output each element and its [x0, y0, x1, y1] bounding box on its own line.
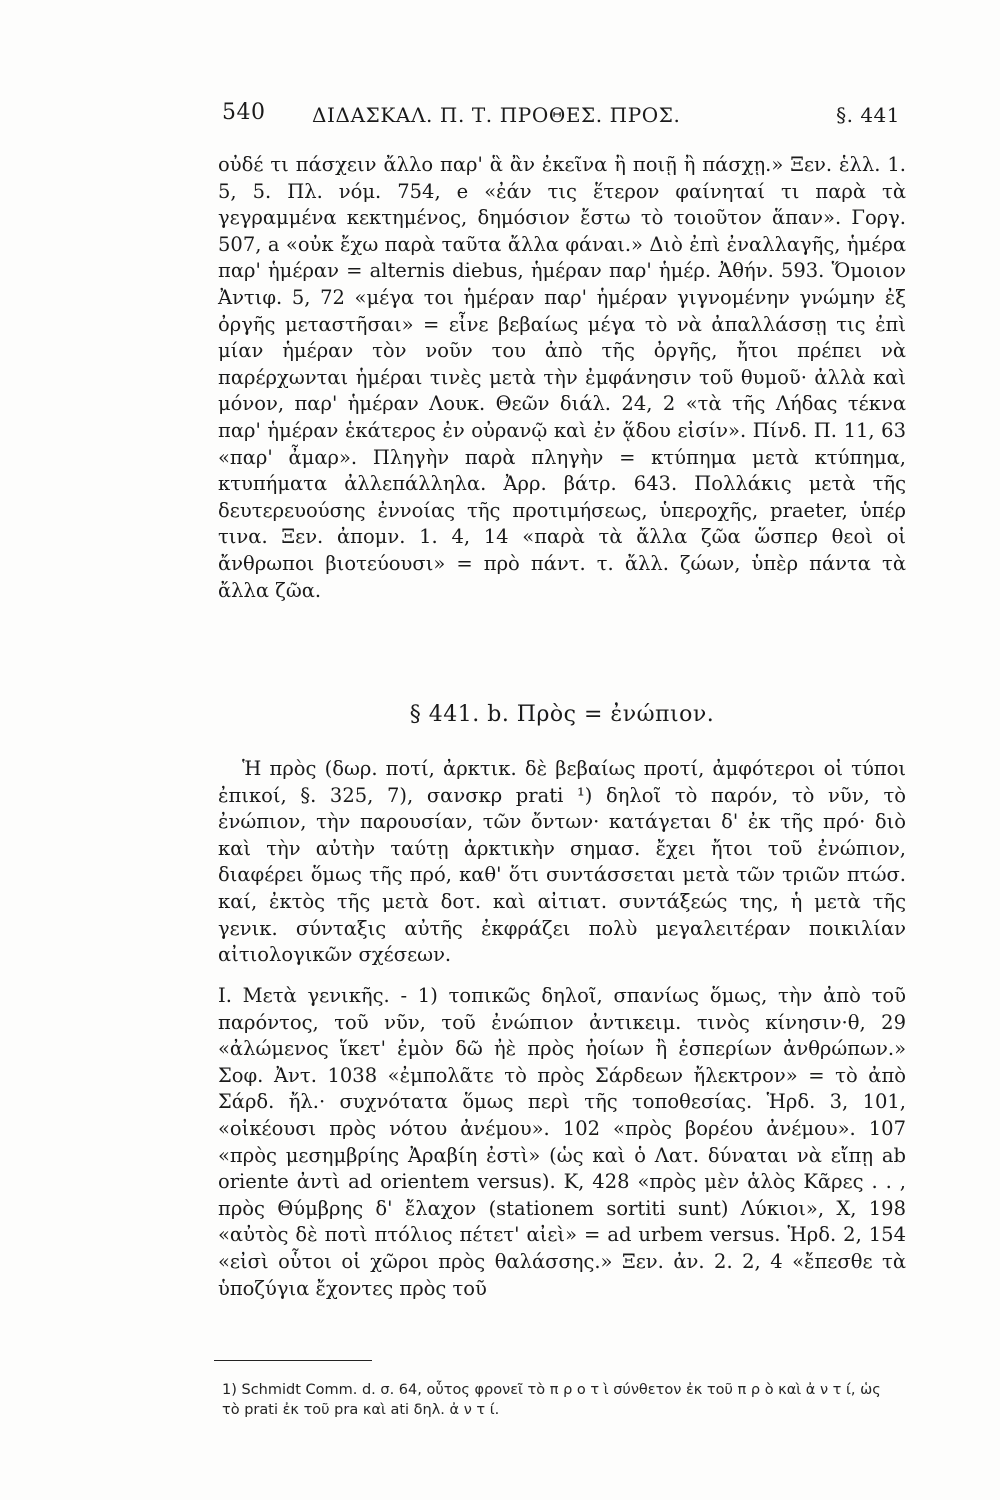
intro-paragraph: Ἡ πρὸς (δωρ. ποτί, ἀρκτικ. δὲ βεβαίως προτί, ἀμφότεροι οἱ τύποι ἐπικοί, §. 325, 7), σανσκρ prati ¹) δηλοῖ τὸ παρόν, τὸ νῦν, τὸ ἐνώπιον, τὴν παρουσίαν, τῶν ὄντων· κατάγεται δ' ἐκ τῆς πρό· διὸ καὶ τὴν αὐτὴν ταύτῃ ἀρκτικὴν σημασ. ἔχει ἤτοι τοῦ ἐνώπιον, διαφέρει ὅμως τῆς πρό, καθ' ὅτι συντάσσεται μετὰ τῶν τριῶν πτώσ. καί, ἐκτὸς τῆς μετὰ δοτ. καὶ αἰτιατ. συντάξεώς της, ἡ μετὰ τῆς γενικ. σύνταξις αὐτῆς ἐκφράζει πολὺ μεγαλειτέραν ποικιλίαν αἰτιολογικῶν σχέσεων.: [218, 757, 906, 967]
genitive-paragraph: I. Μετὰ γενικῆς. - 1) τοπικῶς δηλοῖ, σπανίως ὅμως, τὴν ἀπὸ τοῦ παρόντος, τοῦ νῦν, τοῦ ἐνώπιον ἀντικειμ. τινὸς κίνησιν·θ, 29 «ἀλώμενος ἵκετ' ἐμὸν δῶ ἠὲ πρὸς ἠοίων ἢ ἑσπερίων ἀνθρώπων.» Σοφ. Ἀντ. 1038 «ἐμπολᾶτε τὸ πρὸς Σάρδεων ἤλεκτρον» = τὸ ἀπὸ Σάρδ. ἤλ.· συχνότατα ὅμως περὶ τῆς τοποθεσίας. Ἡρδ. 3, 101, «οἰκέουσι πρὸς νότου ἀνέμου». 102 «πρὸς βορέου ἀνέμου». 107 «πρὸς μεσημβρίης Ἀραβίη ἐστὶ» (ὡς καὶ ὁ Λατ. δύναται νὰ εἴπῃ ab oriente ἀντὶ ad orientem versus). Κ, 428 «πρὸς μὲν ἁλὸς Κᾶρες . . , πρὸς Θύμβρης δ' ἔλαχον (stationem sortiti sunt) Λύκιοι», Χ, 198 «αὐτὸς δὲ ποτὶ πτόλιος πέτετ' αἰεὶ» = ad urbem versus. Ἡρδ. 2, 154 «εἰσὶ οὗτοι οἱ χῶροι πρὸς θαλάσσης.» Ξεν. ἀν. 2. 2, 4 «ἔπεσθε τὰ ὑποζύγια ἔχοντες πρὸς τοῦ: [218, 984, 906, 1300]
footnote-text: 1) Schmidt Comm. d. σ. 64, οὗτος φρονεῖ τὸ π ρ ο τ ὶ σύνθετον ἐκ τοῦ π ρ ὸ καὶ ἀ ν τ ί, ὡς τὸ prati ἐκ τοῦ pra καὶ ati δηλ. ἀ ν τ ί.: [222, 1382, 881, 1418]
continuation-block: [218, 152, 906, 604]
intro-block: [218, 756, 906, 969]
running-title: ΔΙΔΑΣΚΑΛ. Π. Τ. ΠΡΟΘΕΣ. ΠΡΟΣ.: [312, 103, 681, 127]
section-reference: §. 441: [836, 103, 900, 127]
footnote: [222, 1380, 902, 1420]
footnote-divider: [214, 1360, 372, 1361]
section-heading: § 441. b. Πρὸς = ἐνώπιον.: [409, 702, 715, 727]
page-number: 540: [222, 100, 266, 125]
genitive-block: [218, 983, 906, 1302]
continuation-paragraph: οὐδέ τι πάσχειν ἄλλο παρ' ἃ ἂν ἐκεῖνα ἢ ποιῇ ἢ πάσχῃ.» Ξεν. ἑλλ. 1. 5, 5. Πλ. νόμ. 754, e «ἐάν τις ἕτερον φαίνηταί τι παρὰ τὰ γεγραμμένα κεκτημένος, δημόσιον ἔστω τὸ τοιοῦτον ἅπαν». Γοργ. 507, a «οὐκ ἔχω παρὰ ταῦτα ἄλλα φάναι.» Διὸ ἐπὶ ἐναλλαγῆς, ἡμέρα παρ' ἡμέραν = alternis diebus, ἡμέραν παρ' ἡμέρ. Ἀθήν. 593. Ὅμοιον Ἀντιφ. 5, 72 «μέγα τοι ἡμέραν παρ' ἡμέραν γιγνομένην γνώμην ἐξ ὀργῆς μεταστῆσαι» = εἶνε βεβαίως μέγα τὸ νὰ ἀπαλλάσσῃ τις ἐπὶ μίαν ἡμέραν τὸν νοῦν του ἀπὸ τῆς ὀργῆς, ἤτοι πρέπει νὰ παρέρχωνται ἡμέραι τινὲς μετὰ τὴν ἐμφάνησιν τοῦ θυμοῦ· ἀλλὰ καὶ μόνον, παρ' ἡμέραν Λουκ. Θεῶν διάλ. 24, 2 «τὰ τῆς Λήδας τέκνα παρ' ἡμέραν ἑκάτερος ἐν οὐρανῷ καὶ ἐν ᾅδου εἰσίν». Πίνδ. Π. 11, 63 «παρ' ἆμαρ». Πληγὴν παρὰ πληγὴν = κτύπημα μετὰ κτύπημα, κτυπήματα ἀλλεπάλληλα. Ἀρρ. βάτρ. 643. Πολλάκις μετὰ τῆς δευτερευούσης ἐννοίας τῆς προτιμήσεως, ὑπεροχῆς, praeter, ὑπέρ τινα. Ξεν. ἀπομν. 1. 4, 14 «παρὰ τὰ ἄλλα ζῶα ὥσπερ θεοὶ οἱ ἄνθρωποι βιοτεύουσι» = πρὸ πάντ. τ. ἄλλ. ζώων, ὑπὲρ πάντα τὰ ἄλλα ζῶα.: [218, 153, 906, 602]
page-header: [222, 100, 900, 140]
